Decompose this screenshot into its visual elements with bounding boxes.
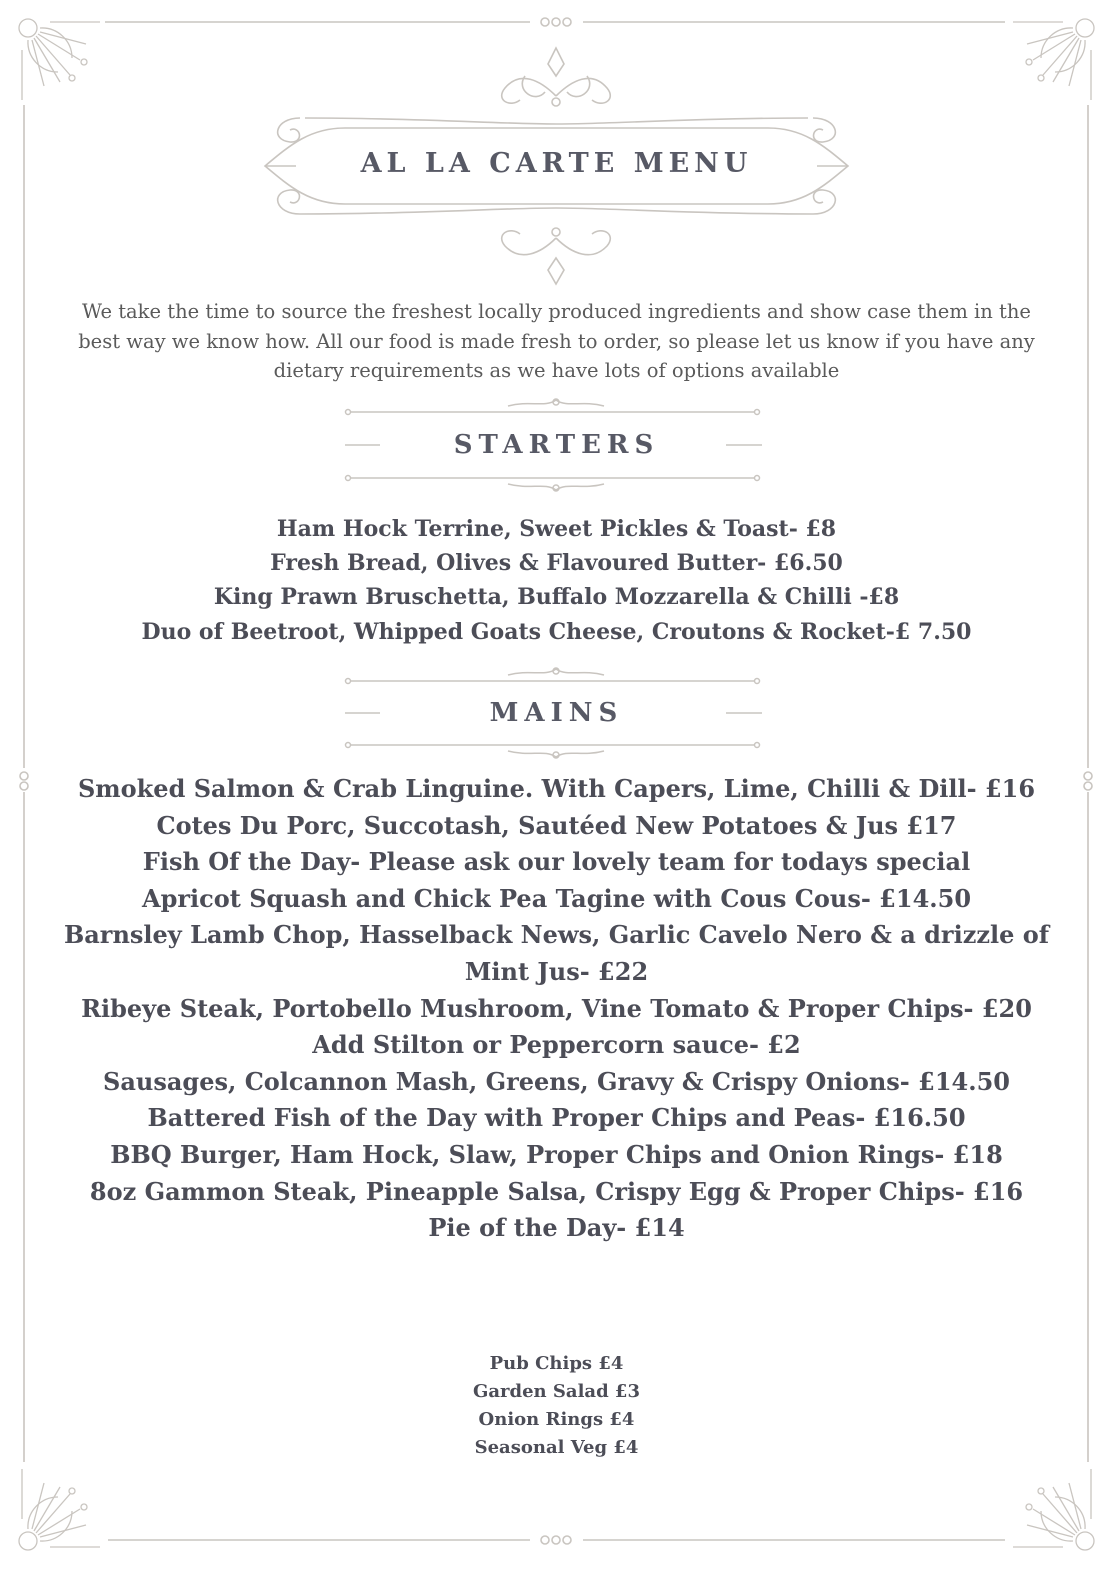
sides-list bbox=[0, 1350, 1113, 1462]
menu-intro: We take the time to source the freshest locally produced ingredients and show case them in the best way we know how. All our food is made fresh to order, so please let us know if you have any dietary requirements as we have lots of options available bbox=[78, 300, 1035, 382]
side-item: Garden Salad £3 bbox=[473, 1381, 640, 1402]
main-item: Ribeye Steak, Portobello Mushroom, Vine Tomato & Proper Chips- £20 bbox=[81, 993, 1032, 1023]
side-item: Seasonal Veg £4 bbox=[474, 1437, 639, 1458]
mains-list bbox=[60, 771, 1053, 1247]
main-item: Cotes Du Porc, Succotash, Sautéed New Potatoes & Jus £17 bbox=[156, 810, 957, 840]
menu-title: AL LA CARTE MENU bbox=[360, 148, 753, 179]
mains-heading: MAINS bbox=[489, 698, 624, 728]
starters-list bbox=[0, 512, 1113, 649]
main-item: Sausages, Colcannon Mash, Greens, Gravy & Crispy Onions- £14.50 bbox=[103, 1066, 1010, 1096]
corner-ornament-top-left bbox=[19, 19, 100, 100]
starter-item: Ham Hock Terrine, Sweet Pickles & Toast- £8 bbox=[276, 516, 837, 542]
side-item: Pub Chips £4 bbox=[489, 1353, 624, 1374]
main-item: Smoked Salmon & Crab Linguine. With Capers, Lime, Chilli & Dill- £16 bbox=[77, 774, 1036, 803]
main-item: Apricot Squash and Chick Pea Tagine with Cous Cous- £14.50 bbox=[141, 883, 972, 913]
main-item: Add Stilton or Peppercorn sauce- £2 bbox=[312, 1030, 801, 1060]
side-item: Onion Rings £4 bbox=[478, 1409, 635, 1430]
starter-item: Duo of Beetroot, Whipped Goats Cheese, Croutons & Rocket-£ 7.50 bbox=[141, 618, 972, 645]
main-item: 8oz Gammon Steak, Pineapple Salsa, Crispy Egg & Proper Chips- £16 bbox=[89, 1176, 1024, 1206]
starter-item: Fresh Bread, Olives & Flavoured Butter- £6.50 bbox=[270, 550, 843, 577]
main-item: Pie of the Day- £14 bbox=[428, 1213, 685, 1243]
main-item: Battered Fish of the Day with Proper Chips and Peas- £16.50 bbox=[147, 1103, 966, 1133]
main-item: BBQ Burger, Ham Hock, Slaw, Proper Chips and Onion Rings- £18 bbox=[110, 1139, 1003, 1169]
starter-item: King Prawn Bruschetta, Buffalo Mozzarella & Chilli -£8 bbox=[213, 584, 900, 611]
starters-heading: STARTERS bbox=[453, 430, 660, 460]
corner-ornament-top-right bbox=[1013, 19, 1094, 100]
corner-ornament-bottom-left bbox=[19, 1469, 100, 1550]
main-item: Fish Of the Day- Please ask our lovely team for todays special bbox=[142, 847, 971, 877]
main-item: Barnsley Lamb Chop, Hasselback News, Garlic Cavelo Nero & a drizzle of Mint Jus- £22 bbox=[63, 920, 1050, 986]
corner-ornament-bottom-right bbox=[1013, 1469, 1094, 1550]
